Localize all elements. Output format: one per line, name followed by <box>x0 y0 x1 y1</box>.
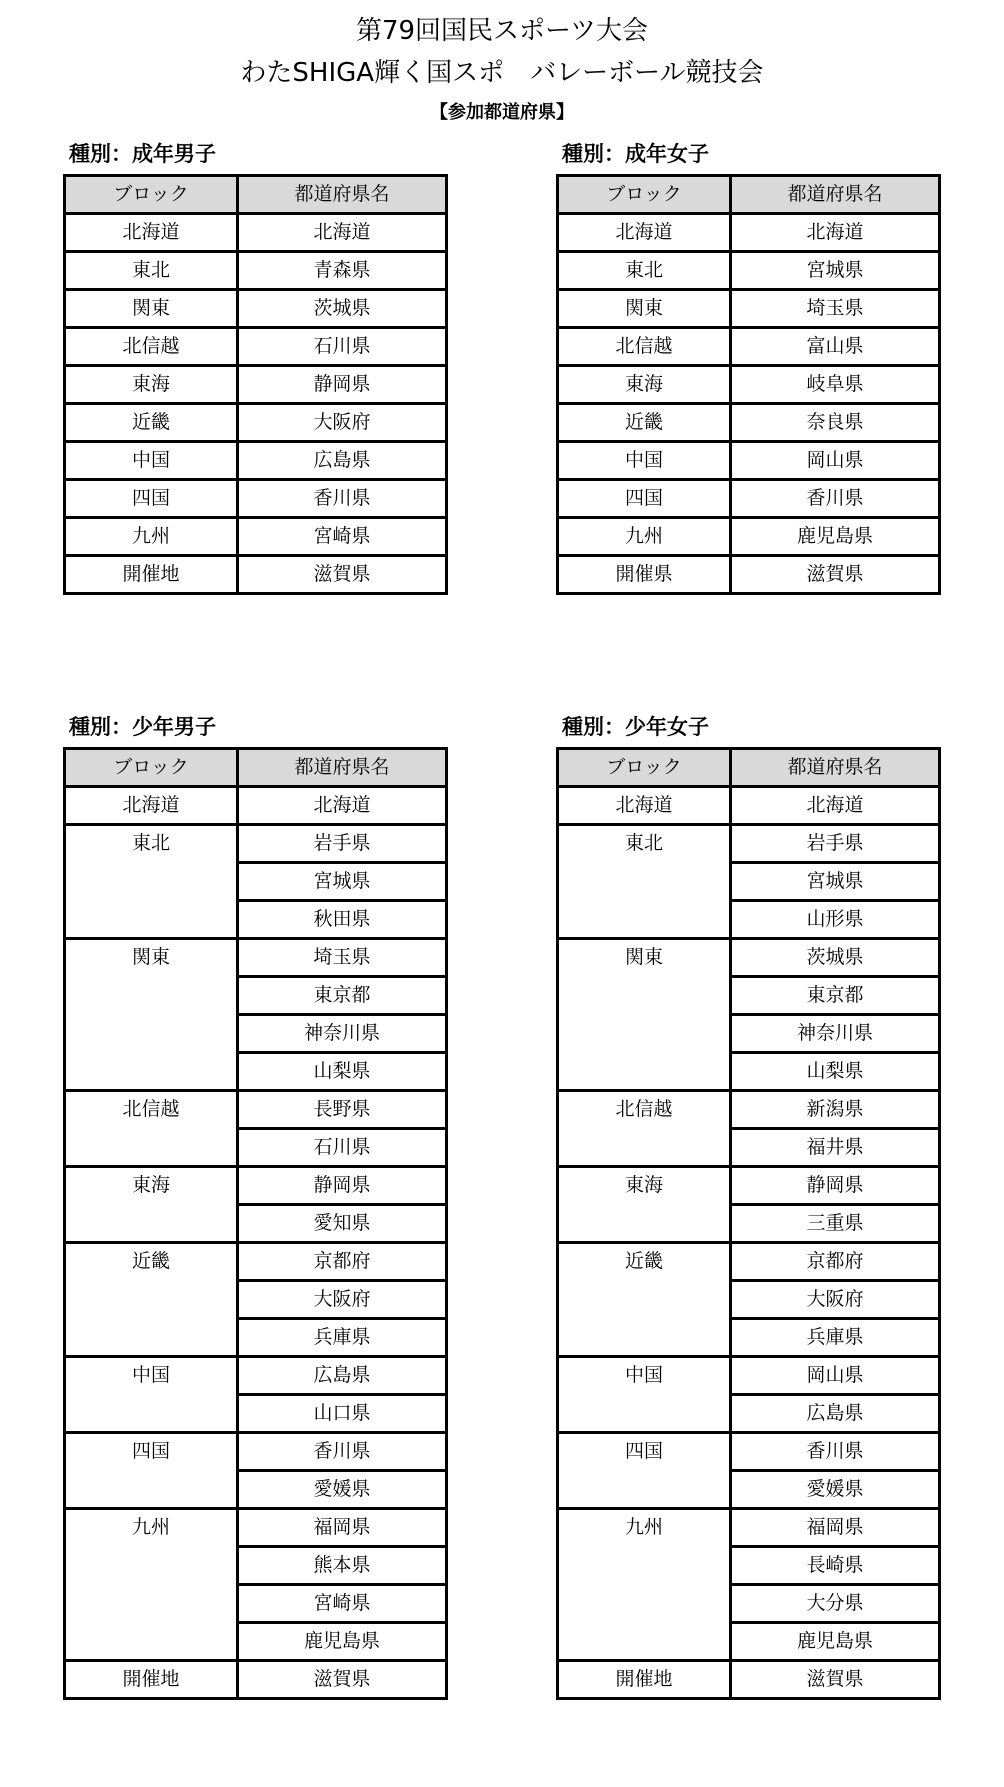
table-row <box>65 1091 447 1129</box>
table-row <box>558 787 940 825</box>
block-cell: 北信越 <box>558 328 731 366</box>
block-cell: 開催地 <box>65 556 238 594</box>
block-cell: 東北 <box>65 252 238 290</box>
table-row <box>558 404 940 442</box>
table-row <box>65 214 447 252</box>
table-header-row <box>65 749 447 787</box>
prefecture-cell: 広島県 <box>731 1395 940 1433</box>
block-cell: 四国 <box>558 480 731 518</box>
block-cell: 開催地 <box>558 1661 731 1699</box>
prefecture-cell: 滋賀県 <box>238 556 447 594</box>
table-row <box>65 556 447 594</box>
table-row <box>558 518 940 556</box>
prefecture-cell: 熊本県 <box>238 1547 447 1585</box>
prefecture-cell: 神奈川県 <box>238 1015 447 1053</box>
column-header-block: ブロック <box>558 749 731 787</box>
prefecture-cell: 福岡県 <box>238 1509 447 1547</box>
block-cell: 九州 <box>558 518 731 556</box>
table-row <box>558 1091 940 1129</box>
prefecture-cell: 岐阜県 <box>731 366 940 404</box>
prefecture-cell: 富山県 <box>731 328 940 366</box>
prefecture-cell: 茨城県 <box>238 290 447 328</box>
prefecture-cell: 兵庫県 <box>238 1319 447 1357</box>
table-row <box>65 1509 447 1547</box>
prefecture-cell: 岩手県 <box>238 825 447 863</box>
block-cell: 北海道 <box>65 214 238 252</box>
subtitle: 【参加都道府県】 <box>430 102 574 123</box>
prefecture-cell: 福井県 <box>731 1129 940 1167</box>
prefecture-cell: 奈良県 <box>731 404 940 442</box>
table-row <box>558 290 940 328</box>
table-row <box>558 1509 940 1547</box>
table-row <box>65 939 447 977</box>
prefecture-cell: 大阪府 <box>731 1281 940 1319</box>
block-cell: 北信越 <box>558 1091 731 1167</box>
table-row <box>65 480 447 518</box>
prefecture-cell: 香川県 <box>238 480 447 518</box>
prefecture-cell: 埼玉県 <box>731 290 940 328</box>
prefecture-cell: 石川県 <box>238 1129 447 1167</box>
prefecture-cell: 静岡県 <box>731 1167 940 1205</box>
block-cell: 開催県 <box>558 556 731 594</box>
block-cell: 四国 <box>558 1433 731 1509</box>
prefecture-cell: 茨城県 <box>731 939 940 977</box>
table-row <box>65 442 447 480</box>
block-cell: 関東 <box>65 290 238 328</box>
prefecture-cell: 北海道 <box>731 214 940 252</box>
table-row <box>558 1433 940 1471</box>
prefecture-cell: 香川県 <box>731 1433 940 1471</box>
table-adult-men <box>63 174 448 595</box>
table-row <box>65 404 447 442</box>
block-cell: 近畿 <box>558 1243 731 1357</box>
table-row <box>65 328 447 366</box>
table-header-row <box>558 749 940 787</box>
block-cell: 近畿 <box>558 404 731 442</box>
prefecture-cell: 山梨県 <box>238 1053 447 1091</box>
column-header-prefecture: 都道府県名 <box>238 176 447 214</box>
prefecture-cell: 山梨県 <box>731 1053 940 1091</box>
table-row <box>558 366 940 404</box>
prefecture-cell: 滋賀県 <box>731 556 940 594</box>
block-cell: 四国 <box>65 1433 238 1509</box>
prefecture-cell: 宮崎県 <box>238 1585 447 1623</box>
block-cell: 北海道 <box>558 214 731 252</box>
block-cell: 東北 <box>65 825 238 939</box>
block-cell: 北海道 <box>65 787 238 825</box>
table-row <box>558 556 940 594</box>
prefecture-cell: 静岡県 <box>238 366 447 404</box>
table-row <box>558 442 940 480</box>
table-row <box>65 290 447 328</box>
column-header-prefecture: 都道府県名 <box>731 176 940 214</box>
prefecture-cell: 宮崎県 <box>238 518 447 556</box>
table-row <box>558 939 940 977</box>
prefecture-cell: 香川県 <box>238 1433 447 1471</box>
prefecture-cell: 大分県 <box>731 1585 940 1623</box>
table-row <box>558 214 940 252</box>
table-row <box>558 328 940 366</box>
table-row <box>65 825 447 863</box>
prefecture-cell: 滋賀県 <box>731 1661 940 1699</box>
column-header-block: ブロック <box>558 176 731 214</box>
prefecture-cell: 静岡県 <box>238 1167 447 1205</box>
block-cell: 東北 <box>558 252 731 290</box>
block-cell: 北海道 <box>558 787 731 825</box>
block-cell: 関東 <box>558 939 731 1091</box>
prefecture-cell: 青森県 <box>238 252 447 290</box>
prefecture-cell: 京都府 <box>238 1243 447 1281</box>
block-cell: 九州 <box>65 1509 238 1661</box>
column-header-prefecture: 都道府県名 <box>238 749 447 787</box>
table-row <box>558 1243 940 1281</box>
prefecture-cell: 宮城県 <box>238 863 447 901</box>
column-header-block: ブロック <box>65 176 238 214</box>
prefecture-cell: 愛知県 <box>238 1205 447 1243</box>
table-header-row <box>558 176 940 214</box>
column-header-prefecture: 都道府県名 <box>731 749 940 787</box>
prefecture-cell: 東京都 <box>731 977 940 1015</box>
prefecture-cell: 北海道 <box>238 787 447 825</box>
prefecture-cell: 香川県 <box>731 480 940 518</box>
block-cell: 開催地 <box>65 1661 238 1699</box>
prefecture-cell: 広島県 <box>238 442 447 480</box>
prefecture-cell: 大阪府 <box>238 404 447 442</box>
prefecture-cell: 山形県 <box>731 901 940 939</box>
section-label-youth-girls: 種別：少年女子 <box>562 715 709 739</box>
table-row <box>65 366 447 404</box>
block-cell: 九州 <box>558 1509 731 1661</box>
prefecture-cell: 北海道 <box>731 787 940 825</box>
prefecture-cell: 大阪府 <box>238 1281 447 1319</box>
table-youth-boys <box>63 747 448 1700</box>
prefecture-cell: 愛媛県 <box>238 1471 447 1509</box>
block-cell: 東海 <box>558 1167 731 1243</box>
block-cell: 中国 <box>65 1357 238 1433</box>
table-row <box>558 1167 940 1205</box>
table-youth-girls <box>556 747 941 1700</box>
table-row <box>65 1433 447 1471</box>
table-row <box>65 252 447 290</box>
table-row <box>558 1357 940 1395</box>
block-cell: 北信越 <box>65 328 238 366</box>
block-cell: 東海 <box>65 1167 238 1243</box>
prefecture-cell: 滋賀県 <box>238 1661 447 1699</box>
block-cell: 東海 <box>558 366 731 404</box>
column-header-block: ブロック <box>65 749 238 787</box>
prefecture-cell: 埼玉県 <box>238 939 447 977</box>
prefecture-cell: 宮城県 <box>731 863 940 901</box>
table-row <box>558 1661 940 1699</box>
block-cell: 中国 <box>558 1357 731 1433</box>
title-line-1: 第79回国民スポーツ大会 <box>355 16 649 46</box>
block-cell: 四国 <box>65 480 238 518</box>
table-row <box>65 1661 447 1699</box>
block-cell: 中国 <box>65 442 238 480</box>
prefecture-cell: 鹿児島県 <box>731 1623 940 1661</box>
table-row <box>65 518 447 556</box>
table-row <box>65 1167 447 1205</box>
table-header-row <box>65 176 447 214</box>
table-row <box>558 825 940 863</box>
prefecture-cell: 北海道 <box>238 214 447 252</box>
section-label-adult-women: 種別：成年女子 <box>562 142 709 166</box>
table-adult-women <box>556 174 941 595</box>
prefecture-cell: 神奈川県 <box>731 1015 940 1053</box>
table-row <box>65 787 447 825</box>
block-cell: 九州 <box>65 518 238 556</box>
block-cell: 中国 <box>558 442 731 480</box>
block-cell: 関東 <box>65 939 238 1091</box>
table-row <box>558 480 940 518</box>
prefecture-cell: 長野県 <box>238 1091 447 1129</box>
prefecture-cell: 秋田県 <box>238 901 447 939</box>
prefecture-cell: 岡山県 <box>731 442 940 480</box>
table-row <box>65 1243 447 1281</box>
prefecture-cell: 長崎県 <box>731 1547 940 1585</box>
block-cell: 近畿 <box>65 404 238 442</box>
section-label-adult-men: 種別：成年男子 <box>69 142 216 166</box>
prefecture-cell: 宮城県 <box>731 252 940 290</box>
block-cell: 北信越 <box>65 1091 238 1167</box>
prefecture-cell: 三重県 <box>731 1205 940 1243</box>
prefecture-cell: 石川県 <box>238 328 447 366</box>
block-cell: 近畿 <box>65 1243 238 1357</box>
block-cell: 関東 <box>558 290 731 328</box>
block-cell: 東北 <box>558 825 731 939</box>
title-line-2: わたSHIGA輝く国スポ バレーボール競技会 <box>240 58 764 88</box>
prefecture-cell: 兵庫県 <box>731 1319 940 1357</box>
block-cell: 東海 <box>65 366 238 404</box>
prefecture-cell: 鹿児島県 <box>731 518 940 556</box>
prefecture-cell: 岡山県 <box>731 1357 940 1395</box>
prefecture-cell: 新潟県 <box>731 1091 940 1129</box>
prefecture-cell: 鹿児島県 <box>238 1623 447 1661</box>
table-row <box>558 252 940 290</box>
prefecture-cell: 福岡県 <box>731 1509 940 1547</box>
section-label-youth-boys: 種別：少年男子 <box>69 715 216 739</box>
prefecture-cell: 広島県 <box>238 1357 447 1395</box>
table-row <box>65 1357 447 1395</box>
prefecture-cell: 愛媛県 <box>731 1471 940 1509</box>
prefecture-cell: 岩手県 <box>731 825 940 863</box>
prefecture-cell: 京都府 <box>731 1243 940 1281</box>
prefecture-cell: 山口県 <box>238 1395 447 1433</box>
prefecture-cell: 東京都 <box>238 977 447 1015</box>
